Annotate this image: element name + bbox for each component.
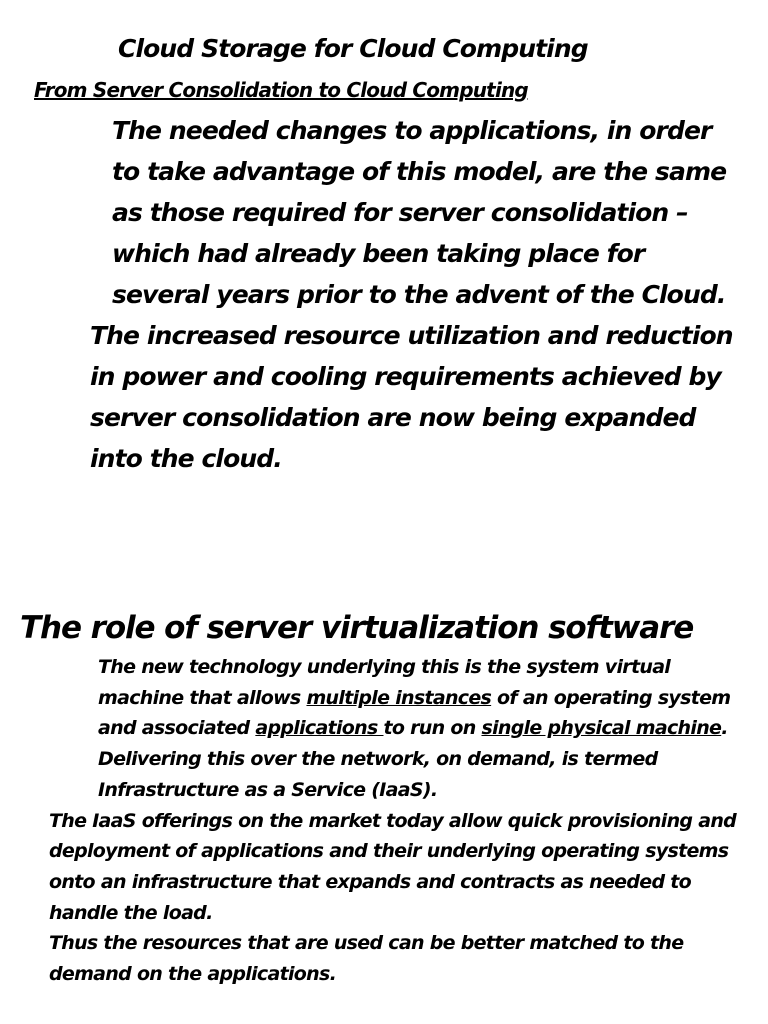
body-paragraph: The needed changes to applications, in order to take advantage of this model, are the same as those required for server consolidation – which had already been taking place for several years prior to the advent of the Cloud. (112, 116, 727, 309)
text-run: The new technology underlying this is the system virtual machine that allows (98, 656, 671, 709)
body-paragraph (20, 652, 750, 806)
slide-title: The role of server virtualization software (20, 610, 694, 646)
text-run: to run on (383, 717, 482, 740)
slide-body (34, 110, 744, 479)
slide-subtitle: From Server Consolidation to Cloud Computing (34, 78, 528, 102)
underlined-text: multiple instances (306, 686, 492, 709)
underlined-text: single physical machine (481, 717, 722, 740)
slide-server-virtualization (0, 600, 768, 1024)
slide-body (20, 652, 750, 990)
text-run: of an operating system and associated (98, 686, 731, 740)
body-paragraph: The IaaS offerings on the market today allow quick provisioning and deployment of applications and their underlying operating systems onto an infrastructure that expands and contracts as needed to handle the load. (49, 809, 737, 924)
body-paragraph: Thus the resources that are used can be better matched to the demand on the applications. (49, 932, 684, 986)
slide-title: Cloud Storage for Cloud Computing (118, 34, 588, 63)
body-paragraph: The increased resource utilization and reduction in power and cooling requirements achieved by server consolidation are now being expanded into the cloud. (90, 321, 733, 473)
text-run: . Delivering this over the network, on demand, is termed Infrastructure as a Service (IaaS). (98, 717, 728, 801)
underlined-text: applications (255, 717, 384, 740)
